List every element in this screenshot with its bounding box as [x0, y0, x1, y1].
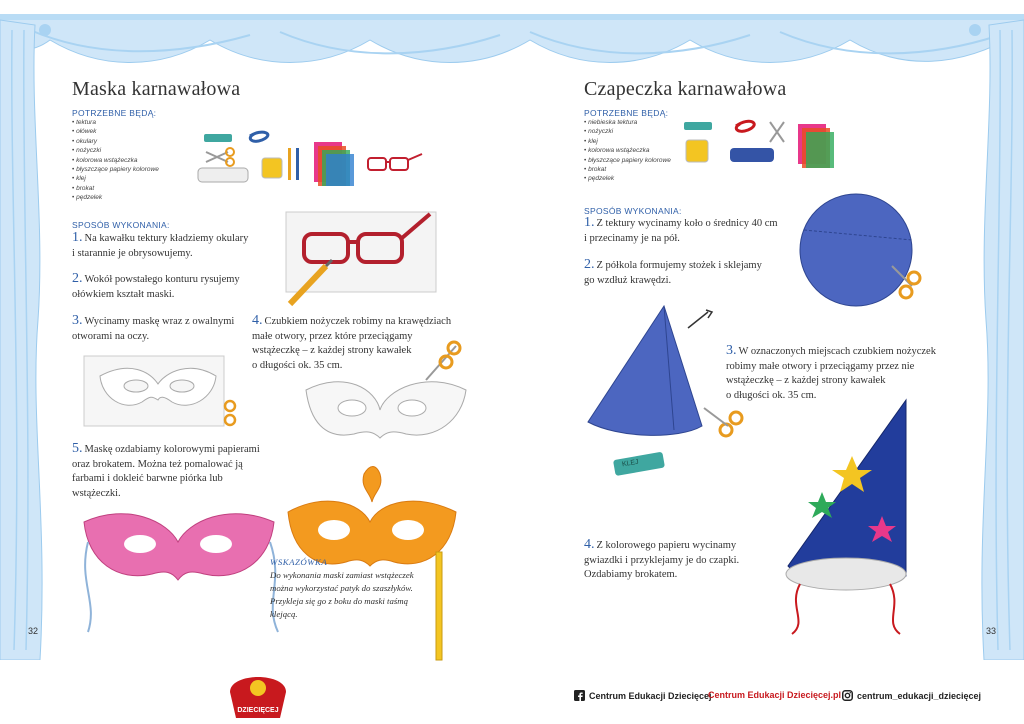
step-text: Z tektury wycinamy koło o średnicy 40 cm i przecinamy je na pół. — [584, 218, 778, 244]
curtain-right — [964, 0, 1024, 660]
materials-illustration — [192, 128, 482, 188]
materials-heading: POTRZEBNE BĘDĄ: — [584, 108, 669, 118]
step-3 — [726, 344, 936, 403]
instagram-text: centrum_edukacji_dziecięcej — [857, 690, 982, 701]
pink-mask-illustration — [78, 492, 288, 642]
step-number: 3. — [726, 343, 737, 358]
list-item: • pędzelek — [72, 193, 159, 202]
step-number: 1. — [584, 215, 595, 230]
list-item: • nożyczki — [584, 127, 671, 136]
right-page — [512, 0, 997, 660]
step-number: 2. — [584, 257, 595, 272]
curtain-left — [0, 0, 60, 660]
list-item: • brokat — [584, 165, 671, 174]
step-3 — [72, 314, 234, 344]
method-heading: SPOSÓB WYKONANIA: — [584, 206, 682, 216]
glasses-tracing-illustration — [282, 208, 442, 308]
list-item: • klej — [584, 137, 671, 146]
step-text: Maskę ozdabiamy kolorowymi papierami oraz brokatem. Można też pomalować ją farbami i dokleić barwne piórka lub wstążeczki. — [72, 444, 260, 499]
list-item: • kolorowa wstążeczka — [72, 156, 159, 165]
step-1 — [584, 216, 778, 246]
step-text: Na kawałku tektury kładziemy okulary i starannie je obrysowujemy. — [72, 233, 249, 259]
instagram-icon — [842, 690, 853, 701]
step-number: 3. — [72, 313, 83, 328]
logo-bottom-text: DZIECIĘCEJ — [237, 707, 279, 714]
step-2 — [72, 272, 240, 302]
tip-heading: WSKAZÓWKA — [270, 557, 328, 567]
list-item: • tektura — [72, 118, 159, 127]
page-number: 32 — [28, 626, 39, 636]
cone-illustration — [578, 300, 748, 490]
mask-holes-illustration — [296, 340, 476, 460]
website-link[interactable] — [708, 690, 841, 700]
tip-box — [270, 556, 414, 621]
step-number: 1. — [72, 230, 83, 245]
materials-list — [584, 118, 671, 184]
left-page — [28, 0, 512, 660]
step-text: Wokół powstałego konturu rysujemy ołówkiem kształt maski. — [72, 274, 240, 300]
materials-list — [72, 118, 159, 203]
logo-top-text: CENTRUM EDUKACJI — [226, 672, 290, 678]
list-item: • ołówek — [72, 127, 159, 136]
step-number: 4. — [252, 313, 263, 328]
glue-label: KLEJ — [621, 458, 640, 469]
step-text: Z kolorowego papieru wycinamy gwiazdki i przyklejamy je do czapki. Ozdabiamy brokatem. — [584, 540, 740, 580]
tip-text: Do wykonania maski zamiast wstążeczek można wykorzystać patyk do szaszłyków. Przykleja się go z boku do maski taśmą klejącą. — [270, 570, 414, 619]
step-text: Czubkiem nożyczek robimy na krawędziach małe otwory, przez które przeciągamy wstążeczkę – z każdej strony kawałek o długości ok. 35 cm. — [252, 316, 452, 371]
materials-illustration — [680, 116, 860, 176]
facebook-icon — [574, 690, 585, 701]
page-title: Czapeczka karnawałowa — [584, 78, 787, 100]
instagram-link[interactable] — [842, 690, 981, 701]
list-item: • błyszczące papiery kolorowe — [72, 165, 159, 174]
page-number: 33 — [986, 626, 997, 636]
blue-circle-illustration — [796, 190, 926, 320]
list-item: • niebieska tektura — [584, 118, 671, 127]
step-4 — [584, 538, 739, 583]
list-item: • okulary — [72, 137, 159, 146]
step-text: Z półkola formujemy stożek i sklejamy go wzdłuż krawędzi. — [584, 260, 762, 286]
list-item: • nożyczki — [72, 146, 159, 155]
list-item: • kolorowa wstążeczka — [584, 146, 671, 155]
step-2 — [584, 258, 762, 288]
starry-hat-illustration — [782, 396, 922, 636]
website-text: Centrum Edukacji Dziecięcej.pl — [708, 690, 842, 700]
cut-mask-illustration — [80, 352, 240, 432]
list-item: • pędzelek — [584, 174, 671, 183]
step-number: 4. — [584, 537, 595, 552]
step-number: 2. — [72, 271, 83, 286]
step-1 — [72, 231, 248, 261]
facebook-text: Centrum Edukacji Dziecięcej — [589, 690, 712, 701]
step-text: W oznaczonych miejscach czubkiem nożyczek robimy małe otwory i przeciągamy przez nie wstążeczkę – z każdej strony kawałek o długości ok. 35 cm. — [726, 346, 936, 401]
materials-heading: POTRZEBNE BĘDĄ: — [72, 108, 157, 118]
facebook-link[interactable] — [574, 690, 712, 701]
brand-logo — [226, 662, 290, 722]
step-number: 5. — [72, 441, 83, 456]
step-text: Wycinamy maskę wraz z owalnymi otworami na oczy. — [72, 316, 235, 342]
page-title: Maska karnawałowa — [72, 78, 241, 100]
list-item: • błyszczące papiery kolorowe — [584, 156, 671, 165]
list-item: • klej — [72, 174, 159, 183]
method-heading: SPOSÓB WYKONANIA: — [72, 220, 170, 230]
list-item: • brokat — [72, 184, 159, 193]
